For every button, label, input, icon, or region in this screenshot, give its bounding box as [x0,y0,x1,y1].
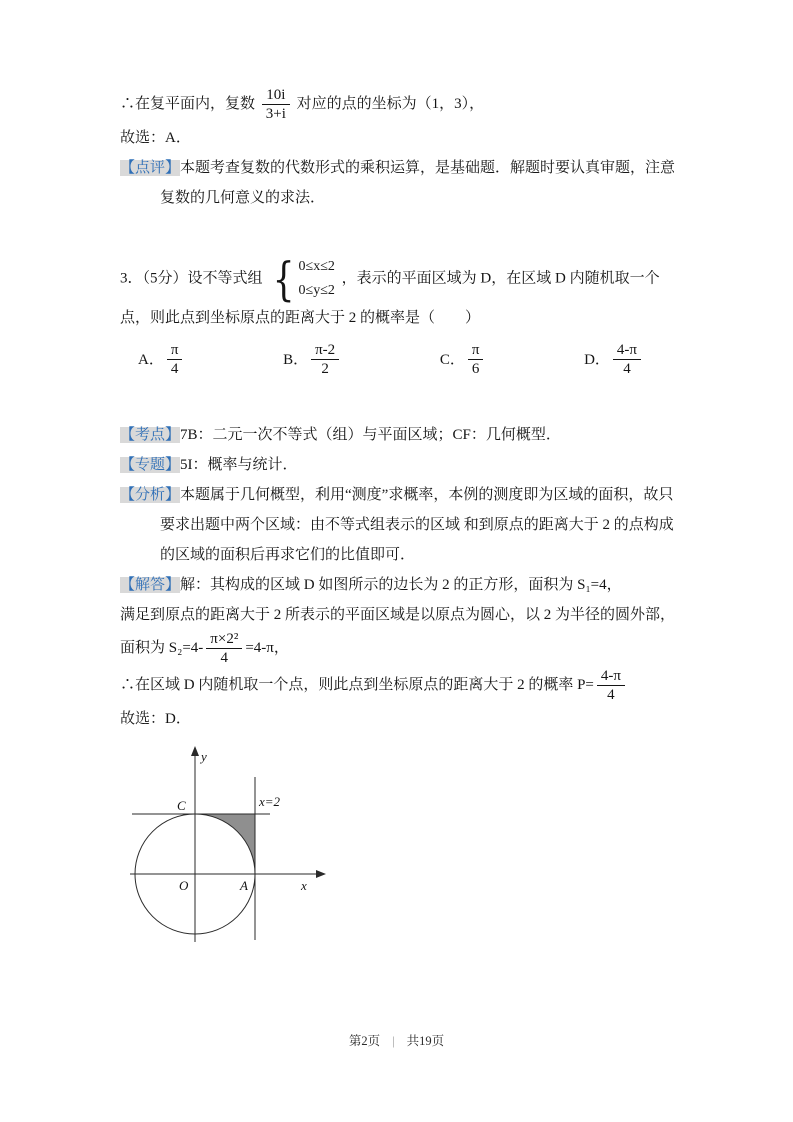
topic-text: 5I：概率与统计． [180,457,298,473]
probability-text: ∴在区域 D 内随机取一个点，则此点到坐标原点的距离大于 2 的概率 P= [120,676,594,693]
exam-point-tag: 【考点】 [120,427,181,443]
area-text-pre: 面积为 S₂=4- [120,639,204,656]
spacer [120,213,678,255]
label-y-axis: y [201,749,207,764]
shaded-region [195,814,255,874]
conclusion-text-pre: ∴在复平面内，复数 [120,95,256,112]
solution-text: 解：其构成的区域 D 如图所示的边长为 2 的正方形，面积为 S₁=4， [180,577,622,593]
analysis-paragraph [120,480,678,570]
question-3-prefix: 3．（5分）设不等式组 [120,270,263,287]
analysis-text: 本题属于几何概型，利用“测度”求概率，本例的测度即为区域的面积，故只要求出题中两个区域：由不等式组表示的区域 和到原点的距离大于 2 的点构成的区域的面积后再求它们的比值即可． [160,487,674,563]
inequality-line-1: 0≤x≤2 [298,259,335,274]
fraction-denominator: 3+i [262,104,290,123]
coordinate-plot [120,744,335,949]
y-axis-arrow [191,746,199,756]
answer-choice-a: 故选：A． [120,130,191,146]
content-column [120,86,678,960]
fraction-denominator: 6 [468,359,484,378]
comment-paragraph [120,153,678,213]
option-b-fraction [311,341,339,378]
area-formula-line [120,630,678,667]
fraction-numerator: π-2 [315,342,336,358]
figure-region-d [120,744,678,960]
option-a-fraction [167,341,183,378]
spacer [120,378,678,420]
circle-region-line: 满足到原点的距离大于 2 所表示的平面区域是以原点为圆心，以 2 为半径的圆外部， [120,607,676,623]
fraction-numerator: π×2² [210,631,239,647]
label-point-a: A [240,878,248,893]
option-a [138,341,185,378]
fraction-numerator: 10i [266,87,286,103]
solution-paragraph [120,570,678,600]
comment-tag: 【点评】 [120,160,181,176]
option-d-fraction [613,341,641,378]
x-axis-arrow [316,870,326,878]
area-text-post: =4-π， [245,639,289,656]
analysis-tag: 【分析】 [120,487,181,503]
question-3-body: ，表示的平面区域为 D，在区域 D 内随机取一个点，则此点到坐标原点的距离大于 2 的概率是（ ） [120,270,660,326]
system-lines [299,255,335,303]
fraction-numerator: 4-π [600,668,621,684]
options-row [120,341,678,378]
fraction-numerator: π [170,342,179,358]
page-footer [0,1031,793,1049]
inequality-system [269,252,335,306]
label-x-axis: x [301,878,307,893]
fraction-denominator: 4 [613,359,641,378]
option-b-label: B． [283,351,309,368]
label-point-c: C [177,798,186,813]
exam-point-text: 7B：二元一次不等式（组）与平面区域；CF：几何概型． [180,427,561,443]
comment-text: 本题考查复数的代数形式的乘积运算，是基础题．解题时要认真审题，注意复数的几何意义的求法． [160,160,676,206]
fraction-denominator: 4 [167,359,183,378]
fraction-denominator: 2 [311,359,339,378]
fraction-numerator: 4-π [616,342,637,358]
label-origin-o: O [179,878,189,893]
fraction-denominator: 4 [206,648,242,667]
conclusion-text-post: 对应的点的坐标为（1，3）， [296,95,485,112]
answer-choice-d: 故选：D． [120,711,191,727]
fraction-10i-over-3-plus-i [262,86,290,123]
probability-line [120,667,678,704]
option-d-label: D． [584,351,610,368]
page-number: 第2页 [348,1034,381,1048]
label-line-x2: x=2 [259,794,281,809]
probability-fraction [597,667,625,704]
topic-line [120,450,678,480]
option-c-fraction [468,341,484,378]
topic-tag: 【专题】 [120,457,181,473]
left-brace: { [272,252,295,306]
fraction-numerator: π [471,342,480,358]
inequality-line-2: 0≤y≤2 [298,283,335,298]
area-fraction [206,630,242,667]
footer-separator: | [392,1034,395,1048]
option-a-label: A． [138,351,164,368]
complex-conclusion-line [120,86,678,123]
solution-tag: 【解答】 [120,577,181,593]
exam-point-line [120,420,678,450]
total-pages: 共19页 [406,1034,445,1048]
fraction-denominator: 4 [597,685,625,704]
option-d [584,341,644,378]
option-c [440,341,487,378]
question-3 [120,252,678,333]
option-b [283,341,342,378]
option-c-label: C． [439,351,465,368]
